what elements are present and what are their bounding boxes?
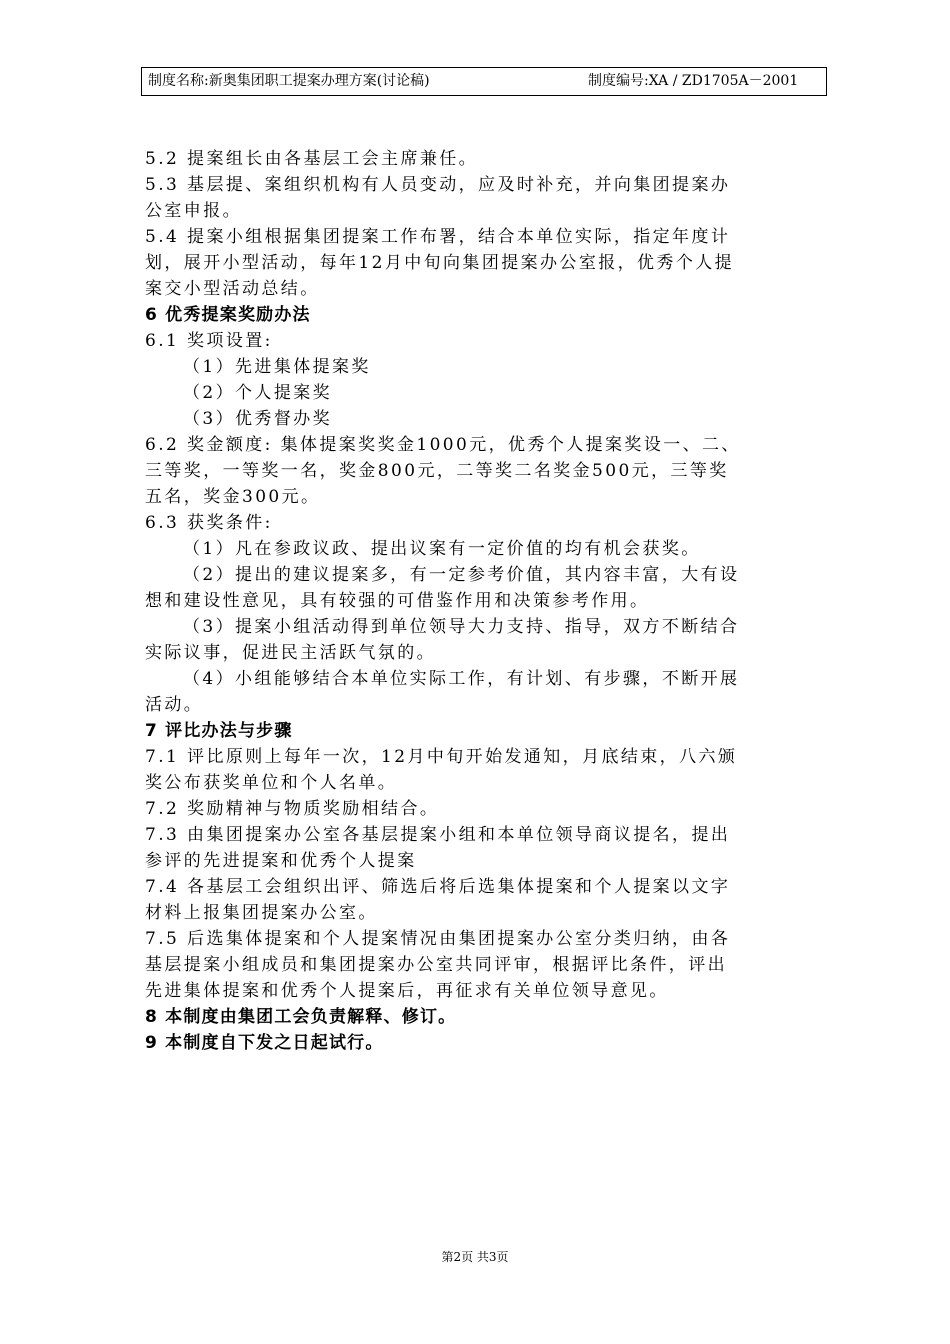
document-header (141, 67, 827, 96)
document-body (145, 146, 829, 1056)
regulation-code: 制度编号:XA / ZD1705A－2001 (588, 73, 799, 89)
text-line: 五名，奖金300元。 (145, 487, 321, 507)
text-line: 5.3 基层提、案组织机构有人员变动，应及时补充，并向集团提案办 (145, 175, 731, 195)
section-heading: 6 优秀提案奖励办法 (145, 305, 311, 325)
text-line: （3）提案小组活动得到单位领导大力支持、指导，双方不断结合 (183, 617, 740, 637)
text-line: 6.2 奖金额度: 集体提案奖奖金1000元，优秀个人提案奖设一、二、 (145, 435, 741, 455)
text-line: 材料上报集团提案办公室。 (145, 903, 378, 923)
text-line: （3）优秀督办奖 (183, 409, 333, 429)
text-line: 7.3 由集团提案办公室各基层提案小组和本单位领导商议提名，提出 (145, 825, 731, 845)
text-line: 5.2 提案组长由各基层工会主席兼任。 (145, 149, 479, 169)
page-number: 第2页 共3页 (441, 1250, 509, 1264)
text-line: 7.5 后选集体提案和个人提案情况由集团提案办公室分类归纳，由各 (145, 929, 731, 949)
text-line: （1）凡在参政议政、提出议案有一定价值的均有机会获奖。 (183, 539, 701, 559)
text-line: 6.1 奖项设置: (145, 331, 273, 351)
text-line: 实际议事，促进民主活跃气氛的。 (145, 643, 436, 663)
text-line: （2）个人提案奖 (183, 383, 333, 403)
text-line: 先进集体提案和优秀个人提案后，再征求有关单位领导意见。 (145, 981, 669, 1001)
text-line: （1）先进集体提案奖 (183, 357, 371, 377)
section-heading: 9 本制度自下发之日起试行。 (145, 1033, 384, 1053)
section-heading: 7 评比办法与步骤 (145, 721, 293, 741)
text-line: （2）提出的建议提案多，有一定参考价值，其内容丰富，大有设 (183, 565, 740, 585)
text-line: 公室申报。 (145, 201, 242, 221)
text-line: 奖公布获奖单位和个人名单。 (145, 773, 398, 793)
text-line: 7.4 各基层工会组织出评、筛选后将后选集体提案和个人提案以文字 (145, 877, 731, 897)
text-line: 参评的先进提案和优秀个人提案 (145, 851, 417, 871)
text-line: 7.2 奖励精神与物质奖励相结合。 (145, 799, 440, 819)
text-line: 活动。 (145, 695, 204, 715)
regulation-name: 制度名称:新奥集团职工提案办理方案(讨论稿) (148, 73, 430, 89)
text-line: 案交小型活动总结。 (145, 279, 320, 299)
text-line: 基层提案小组成员和集团提案办公室共同评审，根据评比条件，评出 (145, 955, 727, 975)
text-line: 6.3 获奖条件: (145, 513, 273, 533)
text-line: 7.1 评比原则上每年一次，12月中旬开始发通知，月底结束，八六颁 (145, 747, 738, 767)
section-heading: 8 本制度由集团工会负责解释、修订。 (145, 1007, 457, 1027)
text-line: 三等奖，一等奖一名，奖金800元，二等奖二名奖金500元，三等奖 (145, 461, 729, 481)
text-line: 划，展开小型活动，每年12月中旬向集团提案办公室报，优秀个人提 (145, 253, 735, 273)
text-line: 5.4 提案小组根据集团提案工作布署，结合本单位实际，指定年度计 (145, 227, 731, 247)
text-line: （4）小组能够结合本单位实际工作，有计划、有步骤，不断开展 (183, 669, 740, 689)
text-line: 想和建设性意见，具有较强的可借鉴作用和决策参考作用。 (145, 591, 650, 611)
